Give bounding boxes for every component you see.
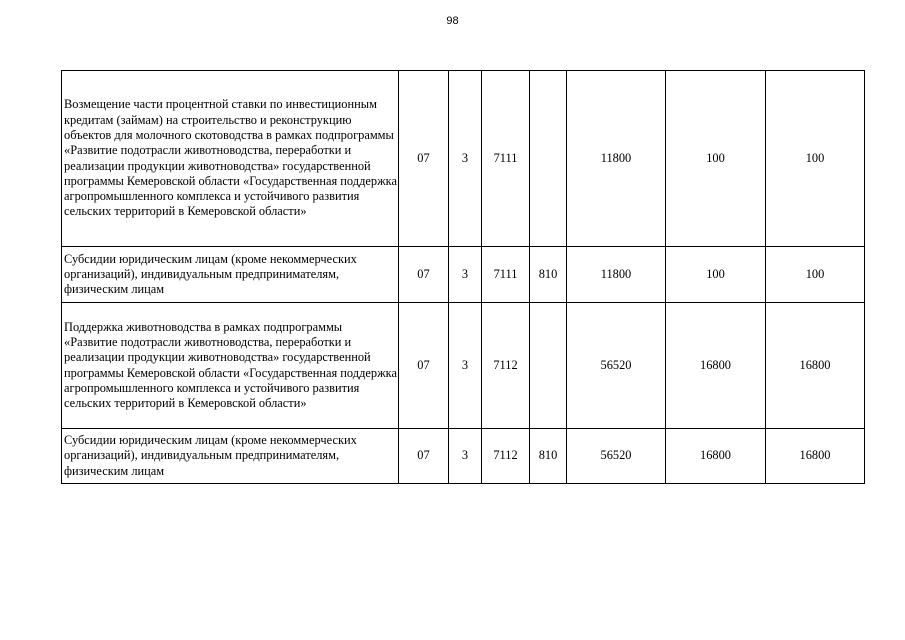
- table-row: [62, 303, 865, 429]
- amount-3: 100: [766, 71, 865, 247]
- row-name: Субсидии юридическим лицам (кроме некоммерческих организаций), индивидуальным предпринимателям, физическим лицам: [62, 429, 399, 484]
- page-number: 98: [446, 15, 459, 27]
- expense-type-code: 810: [530, 247, 567, 303]
- amount-1: 56520: [567, 429, 666, 484]
- expense-type-code: [530, 71, 567, 247]
- amount-3: 100: [766, 247, 865, 303]
- target-code: 7111: [482, 247, 530, 303]
- table-row: [62, 429, 865, 484]
- section-code: 07: [399, 247, 449, 303]
- expense-type-code: 810: [530, 429, 567, 484]
- amount-2: 16800: [666, 429, 766, 484]
- amount-1: 11800: [567, 71, 666, 247]
- target-code: 7111: [482, 71, 530, 247]
- amount-2: 100: [666, 71, 766, 247]
- row-name: Субсидии юридическим лицам (кроме некоммерческих организаций), индивидуальным предпринимателям, физическим лицам: [62, 247, 399, 303]
- section-code: 07: [399, 303, 449, 429]
- target-code: 7112: [482, 303, 530, 429]
- expense-type-code: [530, 303, 567, 429]
- amount-3: 16800: [766, 429, 865, 484]
- budget-table: [61, 70, 865, 484]
- subsection-code: 3: [449, 247, 482, 303]
- subsection-code: 3: [449, 429, 482, 484]
- subsection-code: 3: [449, 71, 482, 247]
- amount-1: 11800: [567, 247, 666, 303]
- amount-2: 100: [666, 247, 766, 303]
- row-name: Возмещение части процентной ставки по инвестиционным кредитам (займам) на строительство и реконструкцию объектов для молочного скотоводства в рамках подпрограммы «Развитие подотрасли животноводства, переработки и реализации продукции животноводства» государственной программы Кемеровской области «Государственная поддержка агропромышленного комплекса и устойчивого развития сельских территорий в Кемеровской области»: [62, 71, 399, 247]
- amount-1: 56520: [567, 303, 666, 429]
- amount-2: 16800: [666, 303, 766, 429]
- section-code: 07: [399, 429, 449, 484]
- subsection-code: 3: [449, 303, 482, 429]
- table-row: [62, 247, 865, 303]
- target-code: 7112: [482, 429, 530, 484]
- section-code: 07: [399, 71, 449, 247]
- row-name: Поддержка животноводства в рамках подпрограммы «Развитие подотрасли животноводства, переработки и реализации продукции животноводства» государственной программы Кемеровской области «Государственная поддержка агропромышленного комплекса и устойчивого развития сельских территорий в Кемеровской области»: [62, 303, 399, 429]
- amount-3: 16800: [766, 303, 865, 429]
- table-row: [62, 71, 865, 247]
